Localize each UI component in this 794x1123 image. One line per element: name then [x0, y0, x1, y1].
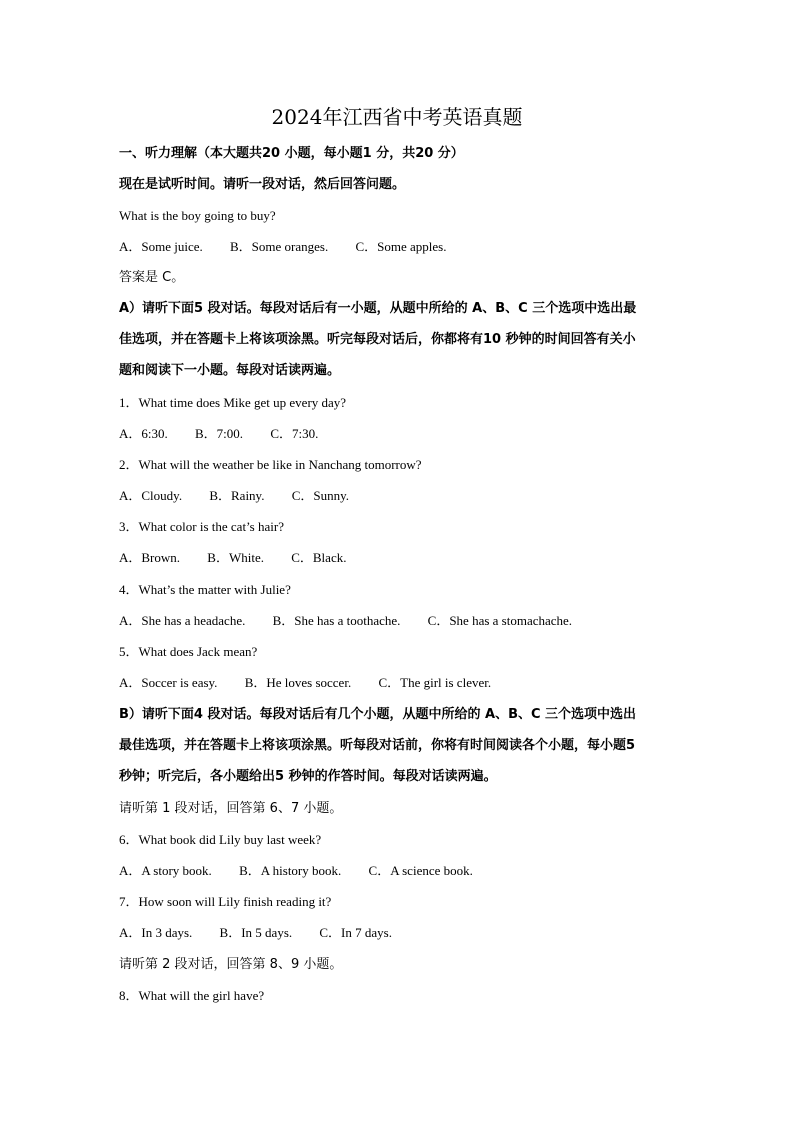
option-b: B．A history book. — [239, 863, 342, 878]
option-a: A．A story book. — [119, 863, 212, 878]
dialogue-2-instruction: 请听第 2 段对话，回答第 8、9 小题。 — [119, 957, 343, 972]
part-a-instruction-line: 佳选项，并在答题卡上将该项涂黑。听完每段对话后，你都将有10 秒钟的时间回答有关小 — [119, 332, 636, 347]
part-b-instruction-line: 最佳选项，并在答题卡上将该项涂黑。听每段对话前，你将有时间阅读各个小题，每小题5 — [119, 738, 636, 753]
page-title: 2024年江西省中考英语真题 — [271, 105, 523, 129]
option-b: B．In 5 days. — [219, 925, 293, 940]
option-b: B．Rainy. — [209, 488, 265, 503]
question-6: 6．What book did Lily buy last week? — [119, 832, 322, 847]
question-3-options — [119, 549, 679, 567]
question-7-options — [119, 924, 679, 942]
option-b: B．Some oranges. — [230, 239, 329, 254]
question-4-options — [119, 612, 679, 630]
option-c: C．A science book. — [368, 863, 473, 878]
part-b-instruction-line: B）请听下面4 段对话。每段对话后有几个小题，从题中所给的 A、B、C 三个选项中选出 — [119, 707, 637, 722]
question-3: 3．What color is the cat’s hair? — [119, 519, 284, 534]
trial-options — [119, 238, 679, 256]
option-a: A．Cloudy. — [119, 488, 183, 503]
trial-answer: 答案是 C。 — [119, 270, 185, 285]
option-c: C．Some apples. — [355, 239, 447, 254]
option-a: A．She has a headache. — [119, 613, 246, 628]
dialogue-1-instruction: 请听第 1 段对话，回答第 6、7 小题。 — [119, 801, 343, 816]
option-b: B．White. — [207, 550, 264, 565]
option-c: C．Sunny. — [291, 488, 350, 503]
option-c: C．The girl is clever. — [378, 675, 492, 690]
question-5: 5．What does Jack mean? — [119, 644, 258, 659]
section-heading: 一、听力理解（本大题共20 小题，每小题1 分，共20 分） — [119, 146, 464, 161]
option-a: A．In 3 days. — [119, 925, 193, 940]
option-c: C．Black. — [291, 550, 347, 565]
question-7: 7．How soon will Lily finish reading it? — [119, 894, 332, 909]
question-8: 8．What will the girl have? — [119, 988, 265, 1003]
question-1-options — [119, 425, 679, 443]
option-a: A．Some juice. — [119, 239, 203, 254]
part-a-instruction-line: 题和阅读下一小题。每段对话读两遍。 — [119, 363, 341, 378]
option-c: C．She has a stomachache. — [427, 613, 573, 628]
part-b-instruction-line: 秒钟；听完后，各小题给出5 秒钟的作答时间。每段对话读两遍。 — [119, 769, 497, 784]
option-b: B．He loves soccer. — [244, 675, 352, 690]
option-c: C．In 7 days. — [319, 925, 392, 940]
question-2-options — [119, 487, 679, 505]
trial-instruction: 现在是试听时间。请听一段对话，然后回答问题。 — [119, 177, 406, 192]
part-a-instruction-line: A）请听下面5 段对话。每段对话后有一小题，从题中所给的 A、B、C 三个选项中选出最 — [119, 301, 637, 316]
question-6-options — [119, 862, 679, 880]
option-a: A．Soccer is easy. — [119, 675, 218, 690]
trial-question: What is the boy going to buy? — [119, 208, 276, 223]
option-c: C．7:30. — [270, 426, 319, 441]
option-a: A．Brown. — [119, 550, 181, 565]
option-b: B．She has a toothache. — [272, 613, 401, 628]
question-2: 2．What will the weather be like in Nanchang tomorrow? — [119, 457, 422, 472]
question-1: 1．What time does Mike get up every day? — [119, 395, 347, 410]
question-4: 4．What’s the matter with Julie? — [119, 582, 291, 597]
option-b: B．7:00. — [195, 426, 244, 441]
option-a: A．6:30. — [119, 426, 168, 441]
question-5-options — [119, 674, 679, 692]
